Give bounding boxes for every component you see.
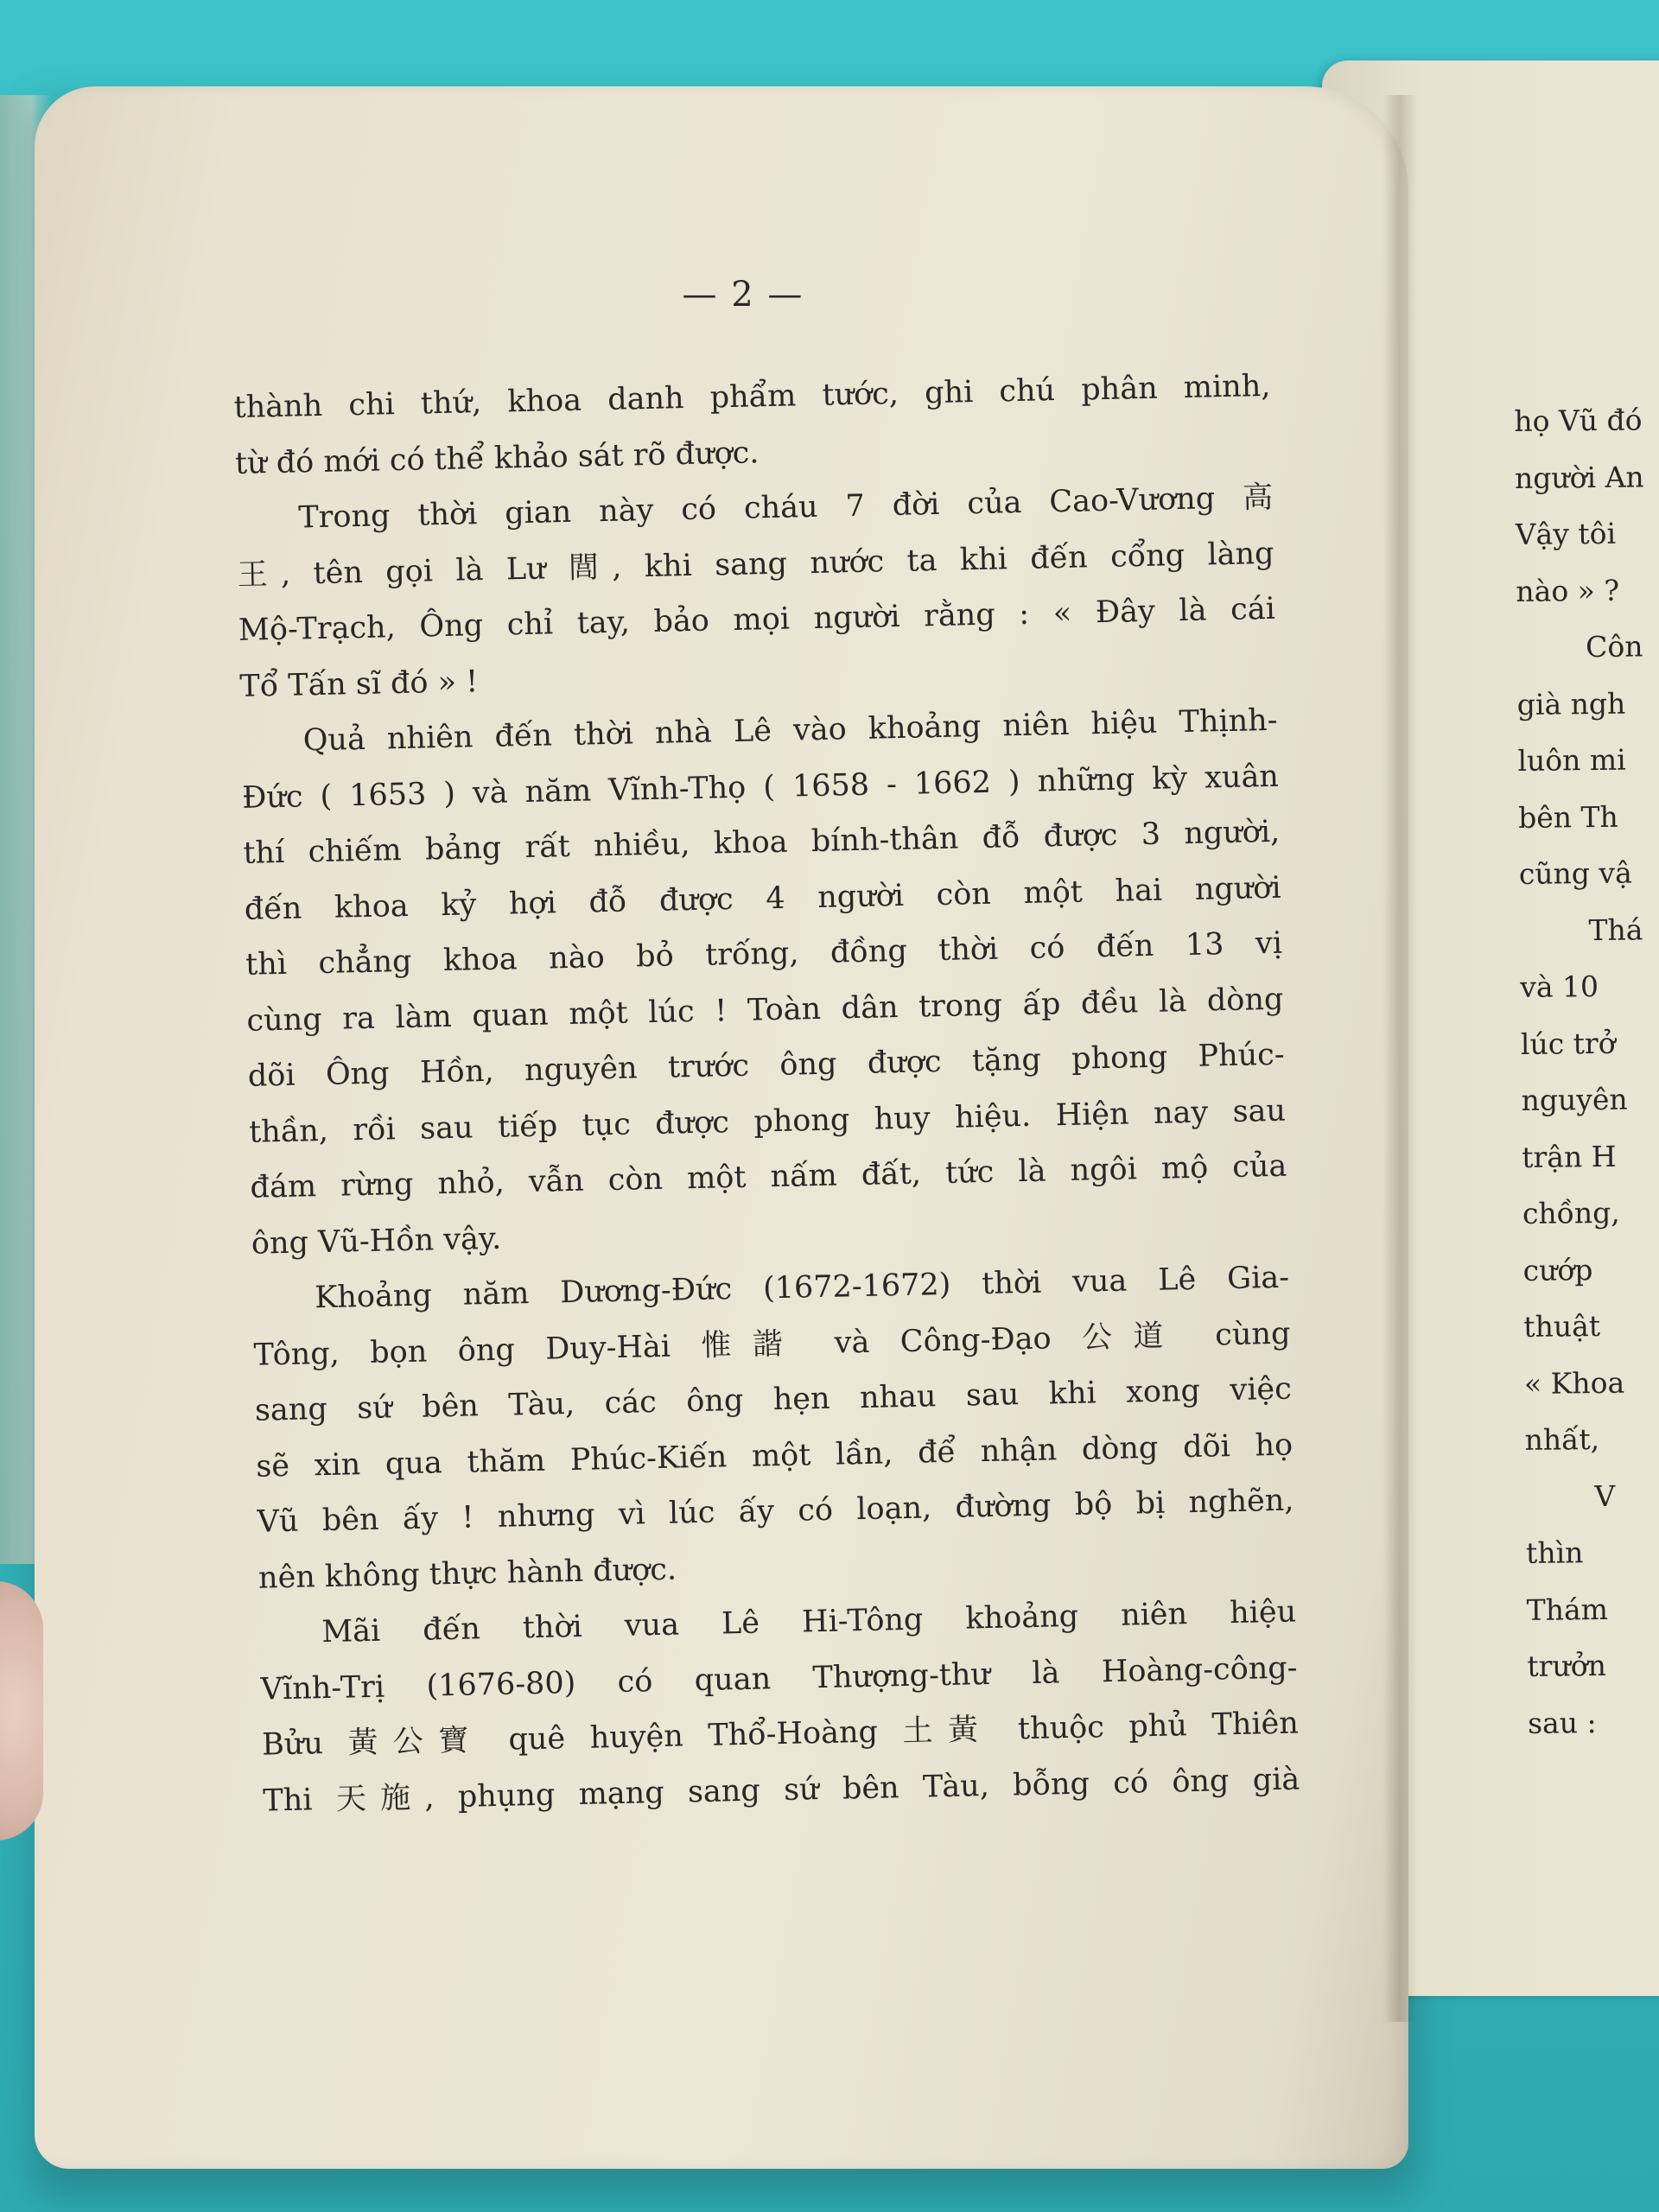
text-line: cùng ra làm quan một lúc ! Toàn dân trong ấp đều là dòng <box>246 982 1284 1039</box>
text-line: đám rừng nhỏ, vẫn còn một nấm đất, tức là ngôi mộ của <box>250 1148 1287 1205</box>
right-text-line: Côn <box>1585 629 1643 664</box>
right-text-line: cướp <box>1522 1252 1593 1287</box>
page-number: — 2 — <box>682 275 804 315</box>
right-text-line: nào » ? <box>1516 573 1620 608</box>
right-text-line: Vậy tôi <box>1515 516 1617 551</box>
text-line: Quả nhiên đến thời nhà Lê vào khoảng niên hiệu Thịnh- <box>302 702 1278 759</box>
text-line: nên không thực hành được. <box>257 1552 677 1596</box>
text-line: Trong thời gian này có cháu 7 đời của Cao-Vương 高 <box>297 480 1274 536</box>
text-line: Mãi đến thời vua Lê Hi-Tông khoảng niên hiệu <box>321 1594 1297 1650</box>
text-line: sẽ xin qua thăm Phúc-Kiến một lần, để nhận dòng dõi họ <box>255 1427 1294 1484</box>
right-text-line: họ Vũ đó <box>1514 403 1643 438</box>
text-line: sang sứ bên Tàu, các ông hẹn nhau sau khi xong việc <box>254 1371 1293 1428</box>
text-line: Khoảng năm Dương-Đức (1672-1672) thời vua Lê Gia- <box>314 1260 1290 1316</box>
right-text-line: và 10 <box>1519 969 1599 1004</box>
text-line: thần, rồi sau tiếp tục được phong huy hiệu. Hiện nay sau <box>248 1093 1287 1150</box>
right-page-text <box>1514 391 1659 1751</box>
right-text-line: nhất, <box>1524 1422 1600 1457</box>
right-text-line: lúc trở <box>1520 1026 1616 1061</box>
text-line: Vĩnh-Trị (1676-80) có quan Thượng-thư là Hoàng-công- <box>260 1650 1298 1707</box>
right-text-line: cũng vậ <box>1518 855 1632 891</box>
right-text-line: trận H <box>1522 1139 1617 1174</box>
text-line: 王, tên gọi là Lư 閭, khi sang nước ta khi đến cổng làng <box>237 536 1274 593</box>
text-line: đến khoa kỷ hợi đỗ được 4 người còn một hai người <box>244 870 1281 927</box>
right-text-line: thìn <box>1525 1535 1584 1570</box>
right-text-line: chồng, <box>1522 1195 1620 1230</box>
right-text-line: người An <box>1514 459 1644 495</box>
right-text-line: « Khoa <box>1523 1365 1625 1401</box>
text-line: Tổ Tấn sĩ đó » ! <box>239 664 479 704</box>
text-line: Vũ bên ấy ! nhưng vì lúc ấy có loạn, đường bộ bị nghẽn, <box>257 1483 1294 1540</box>
text-line: Mộ-Trạch, Ông chỉ tay, bảo mọi người rằng : « Đây là cái <box>238 591 1276 648</box>
right-text-line: bên Th <box>1517 799 1619 835</box>
right-text-line: trưởn <box>1527 1648 1607 1683</box>
left-page-text <box>233 359 1300 1829</box>
right-text-line: Thám <box>1526 1592 1609 1627</box>
right-text-line: Thá <box>1588 912 1643 947</box>
text-line: từ đó mới có thể khảo sát rõ được. <box>234 435 760 481</box>
holding-thumb <box>0 1581 43 1840</box>
text-line: Thi 天施, phụng mạng sang sứ bên Tàu, bỗng có ông già <box>263 1762 1300 1819</box>
right-text-line: sau : <box>1527 1705 1597 1740</box>
text-line: thành chi thứ, khoa danh phẩm tước, ghi chú phân minh, <box>233 368 1271 425</box>
text-line: Tông, bọn ông Duy-Hài 惟諧 và Công-Đạo 公道 cùng <box>253 1316 1291 1373</box>
text-line: dõi Ông Hồn, nguyên trước ông được tặng phong Phúc- <box>247 1037 1286 1094</box>
text-line: Bửu 黃公寶 quê huyện Thổ-Hoàng 土黃 thuộc phủ Thiên <box>261 1706 1300 1763</box>
text-line: ông Vũ-Hồn vậy. <box>251 1221 502 1262</box>
text-line: thì chẳng khoa nào bỏ trống, đồng thời có đến 13 vị <box>245 925 1283 982</box>
text-line: Đức ( 1653 ) và năm Vĩnh-Thọ ( 1658 - 1662 ) những kỳ xuân <box>241 759 1280 816</box>
right-text-line: thuật <box>1523 1309 1601 1344</box>
right-text-line: già ngh <box>1516 686 1626 721</box>
right-text-line: V <box>1594 1478 1616 1513</box>
right-text-line: luôn mi <box>1517 742 1626 778</box>
text-line: thí chiếm bảng rất nhiều, khoa bính-thân đỗ được 3 người, <box>243 814 1281 871</box>
book-gutter <box>1382 95 1417 2022</box>
right-text-line: nguyên <box>1521 1082 1628 1117</box>
